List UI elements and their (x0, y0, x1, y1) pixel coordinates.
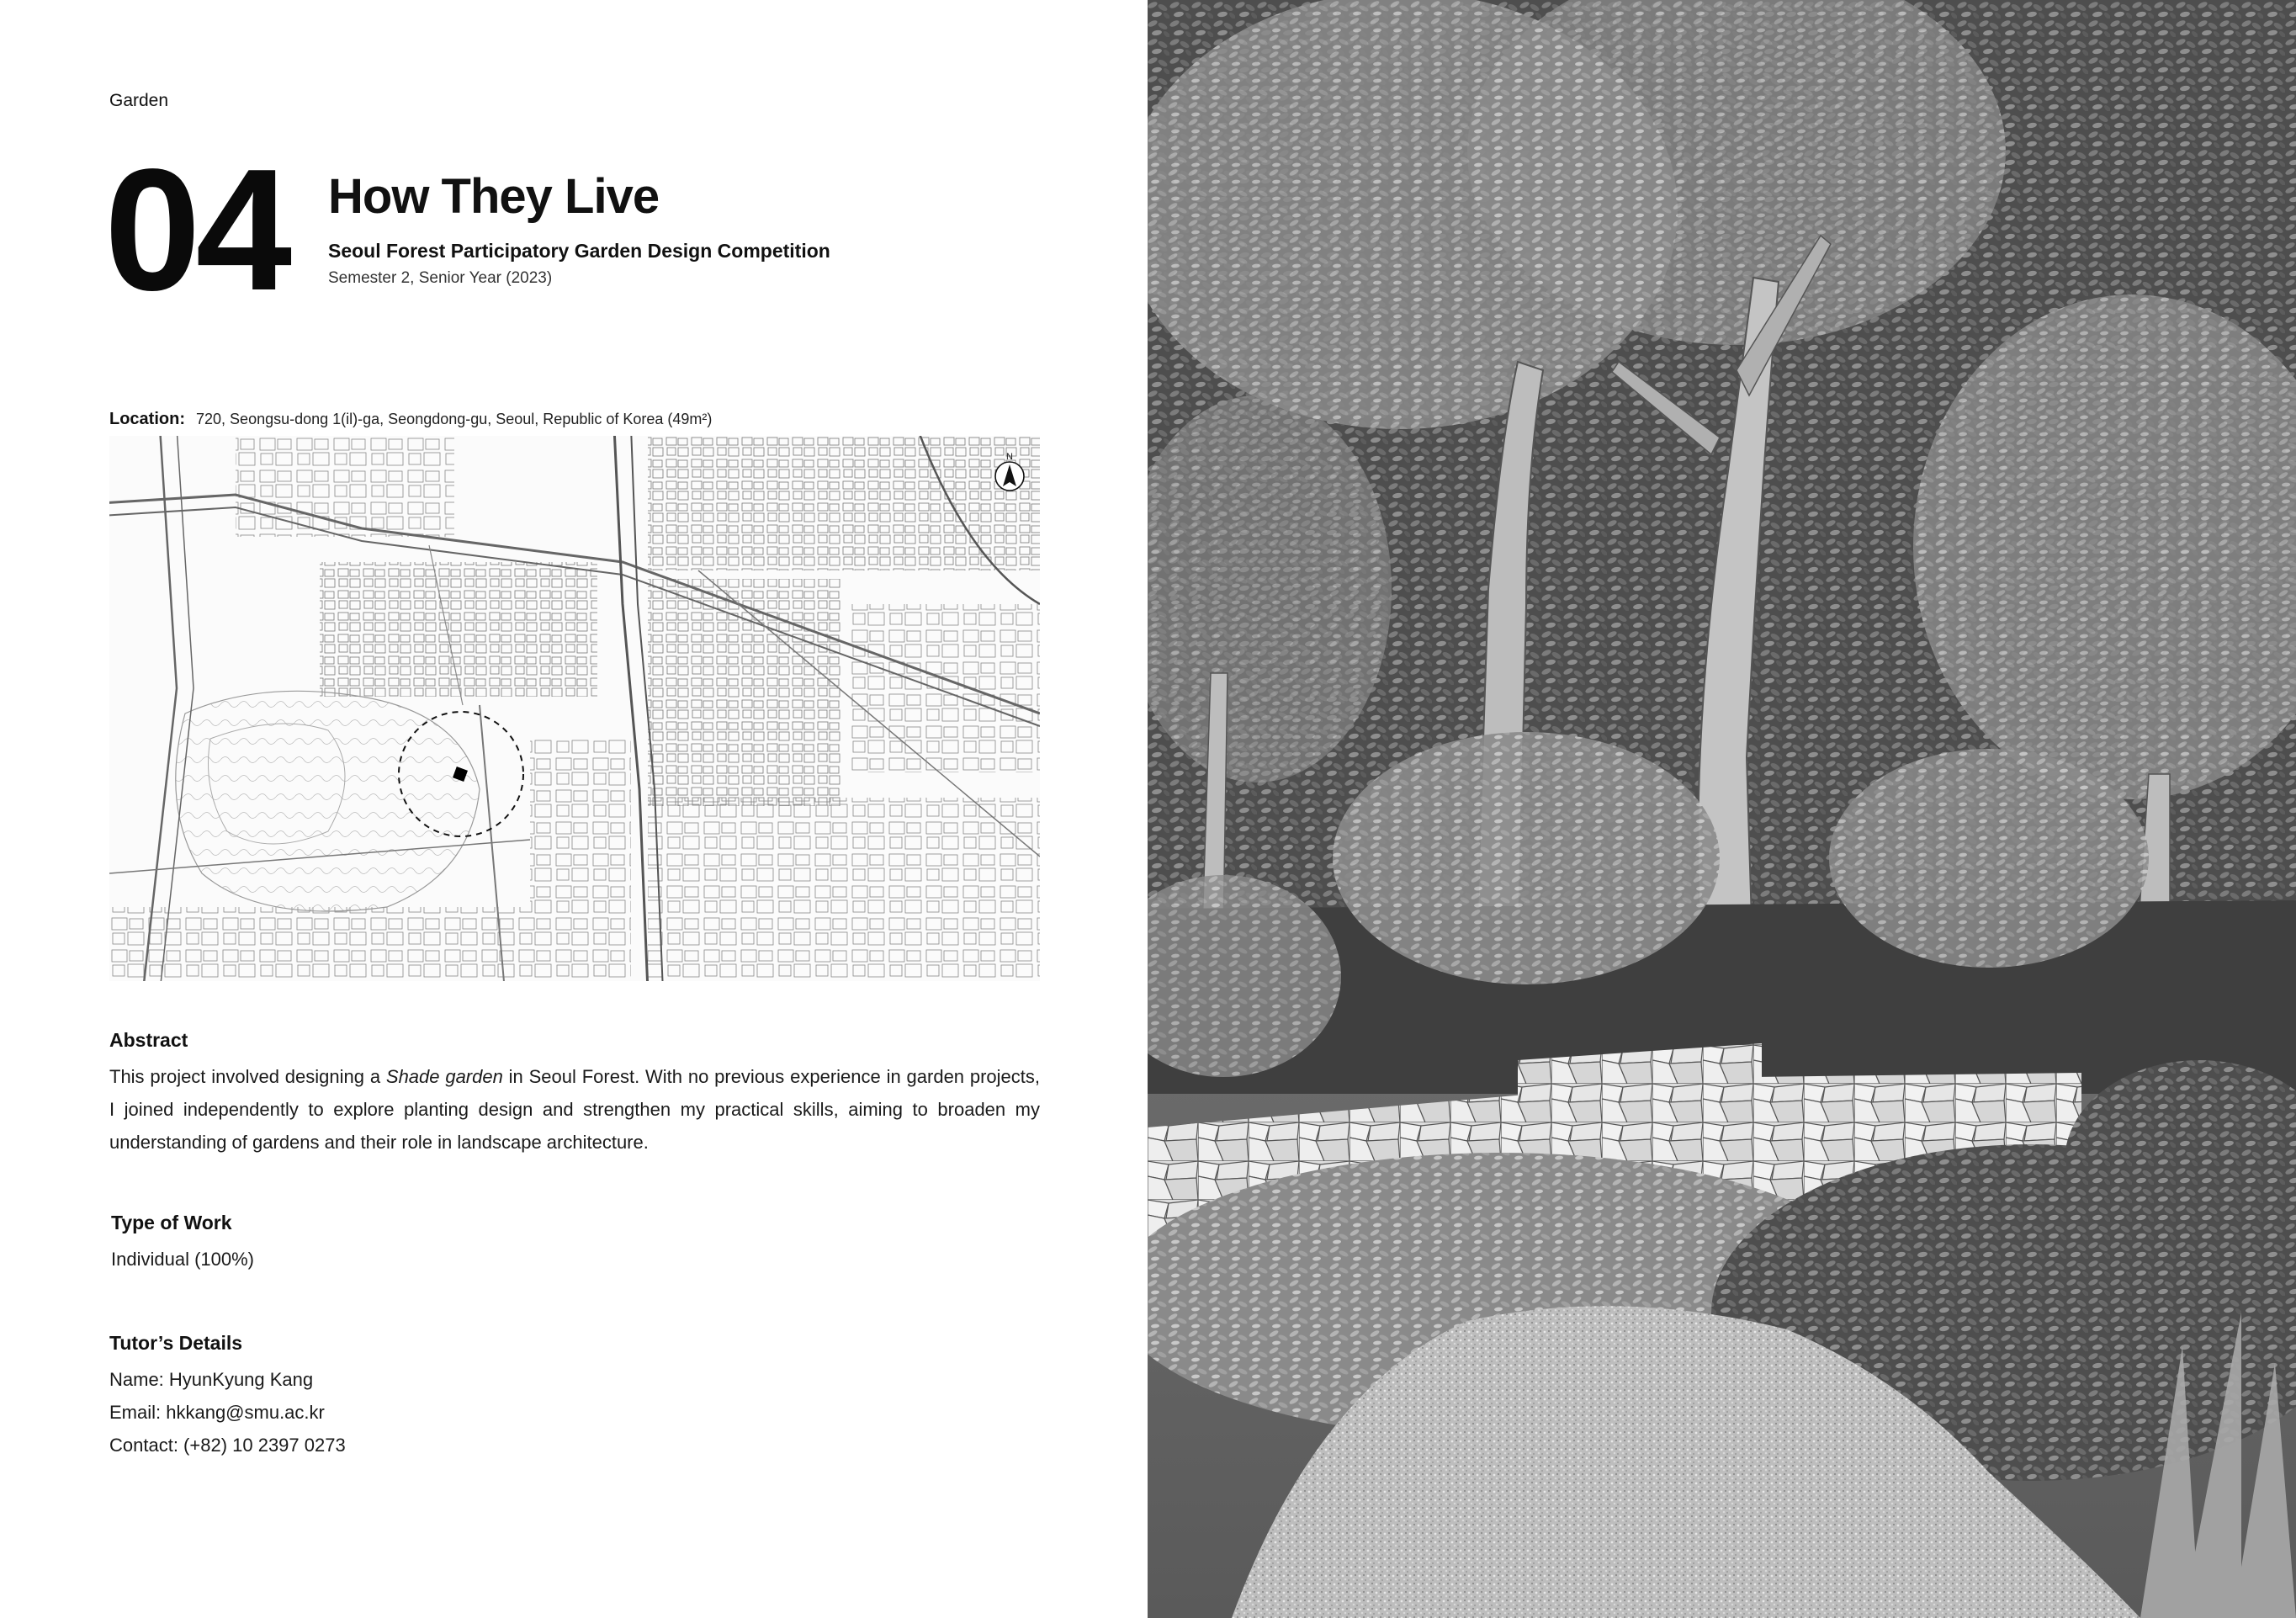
garden-render-image (1148, 0, 2296, 1618)
location-address: 720, Seongsu-dong 1(il)-ga, Seongdong-gu, Seoul, Republic of Korea (49m²) (196, 411, 713, 427)
site-map-drawing (109, 436, 1040, 981)
type-of-work-heading: Type of Work (111, 1212, 232, 1233)
garden-render-drawing (1148, 0, 2296, 1618)
abstract-heading: Abstract (109, 1029, 188, 1051)
abstract-section (109, 1029, 1040, 1159)
section-label: Garden (109, 91, 169, 110)
tutor-contact: Contact: (+82) 10 2397 0273 (109, 1435, 346, 1456)
abstract-text-after: in Seoul Forest. With no previous experience in garden projects, I joined independently to explore planting design and strengthen my practical skills, aiming to broaden my understanding of gardens and their role in landscape architecture. (109, 1066, 1041, 1153)
project-subtitle: Seoul Forest Participatory Garden Design Competition (328, 240, 830, 262)
tutor-section (109, 1332, 346, 1462)
project-number: 04 (104, 133, 288, 326)
tutor-heading: Tutor’s Details (109, 1332, 243, 1354)
type-of-work-value: Individual (100%) (111, 1249, 254, 1270)
tutor-email: Email: hkkang@smu.ac.kr (109, 1402, 325, 1423)
svg-text:N: N (1006, 452, 1013, 462)
location-label: Location: (109, 410, 185, 428)
site-map (109, 436, 1040, 981)
tutor-name: Name: HyunKyung Kang (109, 1369, 314, 1390)
abstract-text (109, 1060, 1040, 1159)
project-title: How They Live (328, 169, 660, 224)
abstract-text-before: This project involved designing a (109, 1066, 386, 1087)
title-block (328, 169, 830, 288)
project-term: Semester 2, Senior Year (2023) (328, 269, 553, 287)
location-line (109, 410, 712, 429)
type-of-work-section (111, 1212, 254, 1276)
abstract-emphasis: Shade garden (385, 1066, 503, 1087)
